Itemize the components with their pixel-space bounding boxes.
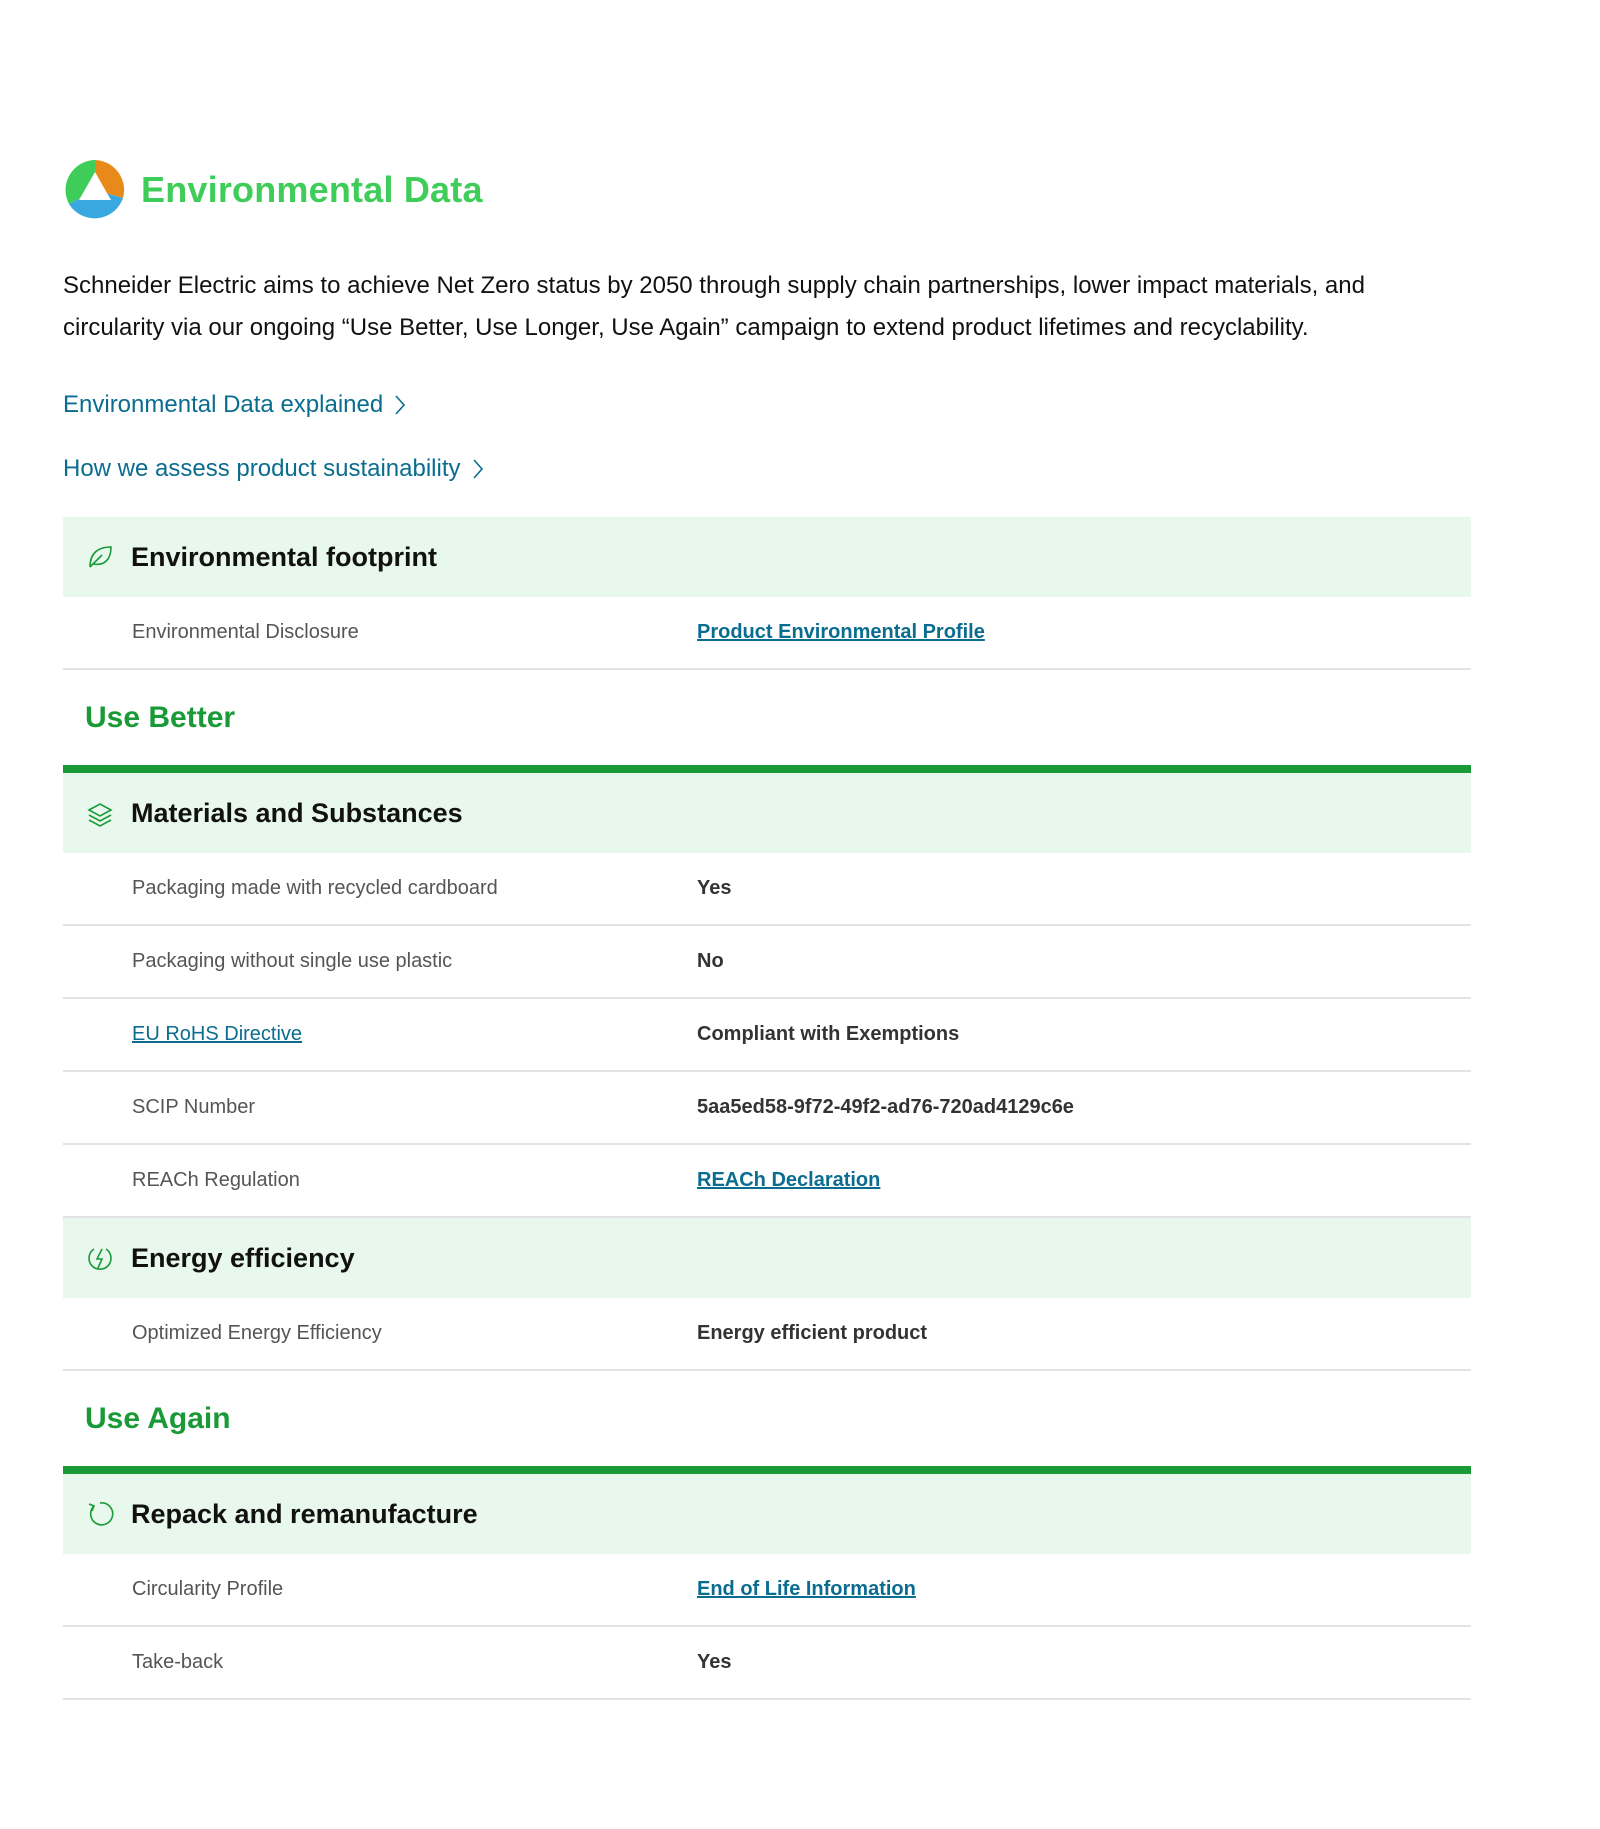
row-label: Environmental Disclosure [132, 621, 359, 643]
use-better-divider [63, 765, 1471, 773]
intro-text: Schneider Electric aims to achieve Net Zero status by 2050 through supply chain partnerships, lower impact materials, and circularity via our ongoing “Use Better, Use Longer, Use Again” campaign to extend product lifetimes and recyclability. [63, 272, 1365, 341]
reach-declaration-link[interactable]: REACh Declaration [697, 1169, 881, 1191]
table-row [63, 1554, 1471, 1627]
repack-remanufacture-header [63, 1474, 1471, 1554]
environmental-footprint-header [63, 517, 1471, 597]
row-label: SCIP Number [132, 1096, 256, 1118]
row-value: Compliant with Exemptions [697, 1023, 960, 1045]
row-label: REACh Regulation [132, 1169, 300, 1191]
table-row [63, 853, 1471, 926]
table-row [63, 1298, 1471, 1371]
assess-sustainability-label: How we assess product sustainability [63, 455, 461, 482]
header [63, 155, 1471, 225]
materials-substances-title: Materials and Substances [131, 797, 463, 828]
row-label: Packaging without single use plastic [132, 950, 453, 972]
row-value: Yes [697, 1651, 732, 1673]
product-environmental-profile-link[interactable]: Product Environmental Profile [697, 621, 985, 643]
info-links [63, 389, 1471, 485]
environment-logo-icon [63, 158, 127, 222]
row-label: Circularity Profile [132, 1578, 284, 1600]
environmental-data-explained-link[interactable] [63, 389, 1471, 421]
materials-substances-header [63, 773, 1471, 853]
use-again-divider [63, 1466, 1471, 1474]
chevron-right-icon [393, 393, 407, 417]
scip-number-value: 5aa5ed58-9f72-49f2-ad76-720ad4129c6e [697, 1096, 1074, 1118]
eu-rohs-directive-link[interactable]: EU RoHS Directive [132, 1023, 303, 1045]
page-title: Environmental Data [141, 169, 483, 210]
row-value: Yes [697, 877, 732, 899]
table-row [63, 597, 1471, 670]
table-row [63, 1072, 1471, 1145]
end-of-life-information-link[interactable]: End of Life Information [697, 1578, 916, 1600]
row-value: No [697, 950, 724, 972]
energy-efficiency-title: Energy efficiency [131, 1242, 355, 1273]
leaf-icon [85, 542, 115, 572]
assess-sustainability-link[interactable] [63, 453, 1471, 485]
chevron-right-icon [471, 457, 485, 481]
energy-efficiency-header [63, 1218, 1471, 1298]
row-label: Packaging made with recycled cardboard [132, 877, 498, 899]
row-label: Take-back [132, 1651, 224, 1673]
environmental-data-explained-label: Environmental Data explained [63, 391, 384, 418]
table-row [63, 1145, 1471, 1218]
repack-remanufacture-title: Repack and remanufacture [131, 1498, 478, 1529]
use-better-title: Use Better [85, 700, 236, 734]
table-row [63, 1627, 1471, 1700]
table-row [63, 926, 1471, 999]
energy-icon [85, 1243, 115, 1273]
row-value: Energy efficient product [697, 1322, 928, 1344]
environmental-data-section [63, 155, 1471, 1700]
refresh-icon [85, 1499, 115, 1529]
layers-icon [85, 798, 115, 828]
environmental-footprint-title: Environmental footprint [131, 541, 437, 572]
row-label: Optimized Energy Efficiency [132, 1322, 382, 1344]
table-row [63, 999, 1471, 1072]
use-again-title: Use Again [85, 1401, 231, 1435]
